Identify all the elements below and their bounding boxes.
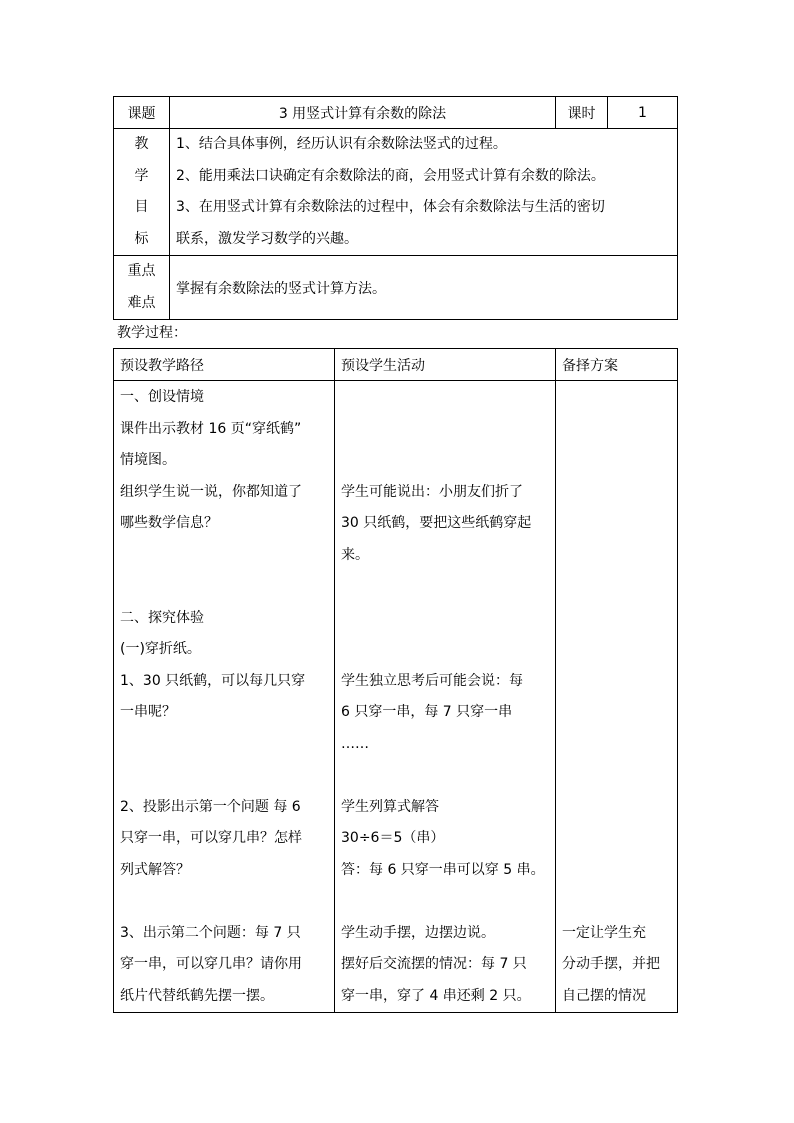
goals-content (170, 129, 678, 256)
activity-line: 30÷6＝5（串） (341, 830, 445, 846)
alt-line: 自己摆的情况 (562, 987, 646, 1004)
path-line: 纸片代替纸鹤先摆一摆。 (120, 987, 274, 1004)
goals-label-char: 目 (134, 199, 149, 215)
path-line: 课件出示教材 16 页“穿纸鹤” (120, 420, 302, 437)
alt-line (562, 445, 673, 477)
activity-line: 答：每 6 只穿一串可以穿 5 串。 (341, 861, 545, 878)
path-line: (一)穿折纸。 (120, 641, 201, 657)
path-line (120, 540, 330, 572)
path-line: 一串呢？ (120, 704, 176, 720)
goal-line: 2、能用乘法口诀确定有余数除法的商，会用竖式计算有余数的除法。 (176, 167, 605, 184)
path-line (120, 571, 330, 603)
path-line: 列式解答？ (120, 861, 190, 878)
key-points-label-line: 难点 (127, 294, 156, 311)
topic-label: 课题 (114, 97, 170, 129)
goal-line: 3、在用竖式计算有余数除法的过程中，体会有余数除法与生活的密切 (176, 199, 605, 215)
alt-line (562, 571, 673, 603)
process-title: 教学过程： (117, 325, 187, 341)
activity-line: 6 只穿一串，每 7 只穿一串 (341, 704, 513, 720)
path-line: 只穿一串，可以穿几串？怎样 (120, 830, 302, 846)
period-label: 课时 (556, 97, 608, 129)
lesson-header-table (113, 96, 678, 320)
period-value: 1 (608, 97, 678, 129)
path-line: 哪些数学信息？ (120, 515, 218, 531)
path-line: 2、投影出示第一个问题 每 6 (120, 798, 301, 815)
goals-label-char: 标 (134, 230, 149, 247)
activity-line: 学生动手摆，边摆边说。 (341, 924, 495, 941)
goals-label-char: 学 (134, 167, 149, 184)
alt-line (562, 886, 673, 918)
alt-line (562, 666, 673, 698)
alt-line (562, 477, 673, 509)
path-line (120, 729, 330, 761)
path-line: 一、创设情境 (120, 389, 204, 405)
goal-line: 1、结合具体事例，经历认识有余数除法竖式的过程。 (176, 136, 507, 152)
alt-line (562, 634, 673, 666)
key-points-row (114, 256, 678, 320)
goals-label-char: 教 (134, 136, 149, 152)
alt-line (562, 729, 673, 761)
alt-line (562, 855, 673, 887)
path-line (120, 886, 330, 918)
alt-line (562, 382, 673, 414)
topic-title: 3 用竖式计算有余数的除法 (170, 97, 556, 129)
path-line: 穿一串，可以穿几串？请你用 (120, 956, 302, 972)
activity-line (341, 886, 551, 918)
path-line: 二、探究体验 (120, 609, 204, 626)
alt-line (562, 760, 673, 792)
column-header-activity: 预设学生活动 (335, 349, 556, 381)
activity-line (341, 445, 551, 477)
activity-line: …… (341, 735, 369, 752)
activity-line: 来。 (341, 546, 369, 563)
activity-line (341, 414, 551, 446)
process-header-row (114, 349, 678, 381)
alt-line: 一定让学生充 (562, 924, 646, 941)
alt-line (562, 603, 673, 635)
activity-line (341, 603, 551, 635)
alt-line (562, 414, 673, 446)
column-header-alternative: 备择方案 (556, 349, 678, 381)
path-line: 情境图。 (120, 452, 176, 468)
path-line: 组织学生说一说，你都知道了 (120, 483, 302, 500)
alternative-plan-cell (556, 381, 678, 1013)
path-line: 1、30 只纸鹤，可以每几只穿 (120, 672, 306, 689)
key-points-label (114, 256, 170, 320)
activity-line (341, 571, 551, 603)
alt-line (562, 792, 673, 824)
activity-line: 学生可能说出：小朋友们折了 (341, 483, 523, 500)
activity-line: 学生列算式解答 (341, 798, 439, 815)
alt-line (562, 508, 673, 540)
activity-line: 穿一串，穿了 4 串还剩 2 只。 (341, 987, 531, 1004)
goal-line: 联系，激发学习数学的兴趣。 (176, 230, 358, 247)
goals-row (114, 129, 678, 256)
alt-line: 分动手摆，并把 (562, 956, 660, 972)
activity-line (341, 634, 551, 666)
path-line (120, 760, 330, 792)
alt-line (562, 697, 673, 729)
activity-line: 学生独立思考后可能会说：每 (341, 672, 523, 689)
alt-line (562, 540, 673, 572)
activity-line (341, 760, 551, 792)
activity-line: 摆好后交流摆的情况：每 7 只 (341, 956, 527, 972)
activity-line (341, 382, 551, 414)
alt-line (562, 823, 673, 855)
goals-label (114, 129, 170, 256)
path-line: 3、出示第二个问题：每 7 只 (120, 924, 301, 941)
process-body-row (114, 381, 678, 1013)
column-header-path: 预设教学路径 (114, 349, 335, 381)
teaching-path-cell (114, 381, 335, 1013)
key-points-label-line: 重点 (127, 263, 156, 279)
key-points-text: 掌握有余数除法的竖式计算方法。 (170, 256, 678, 320)
student-activity-cell (335, 381, 556, 1013)
activity-line: 30 只纸鹤，要把这些纸鹤穿起 (341, 515, 532, 531)
process-table (113, 348, 678, 1013)
